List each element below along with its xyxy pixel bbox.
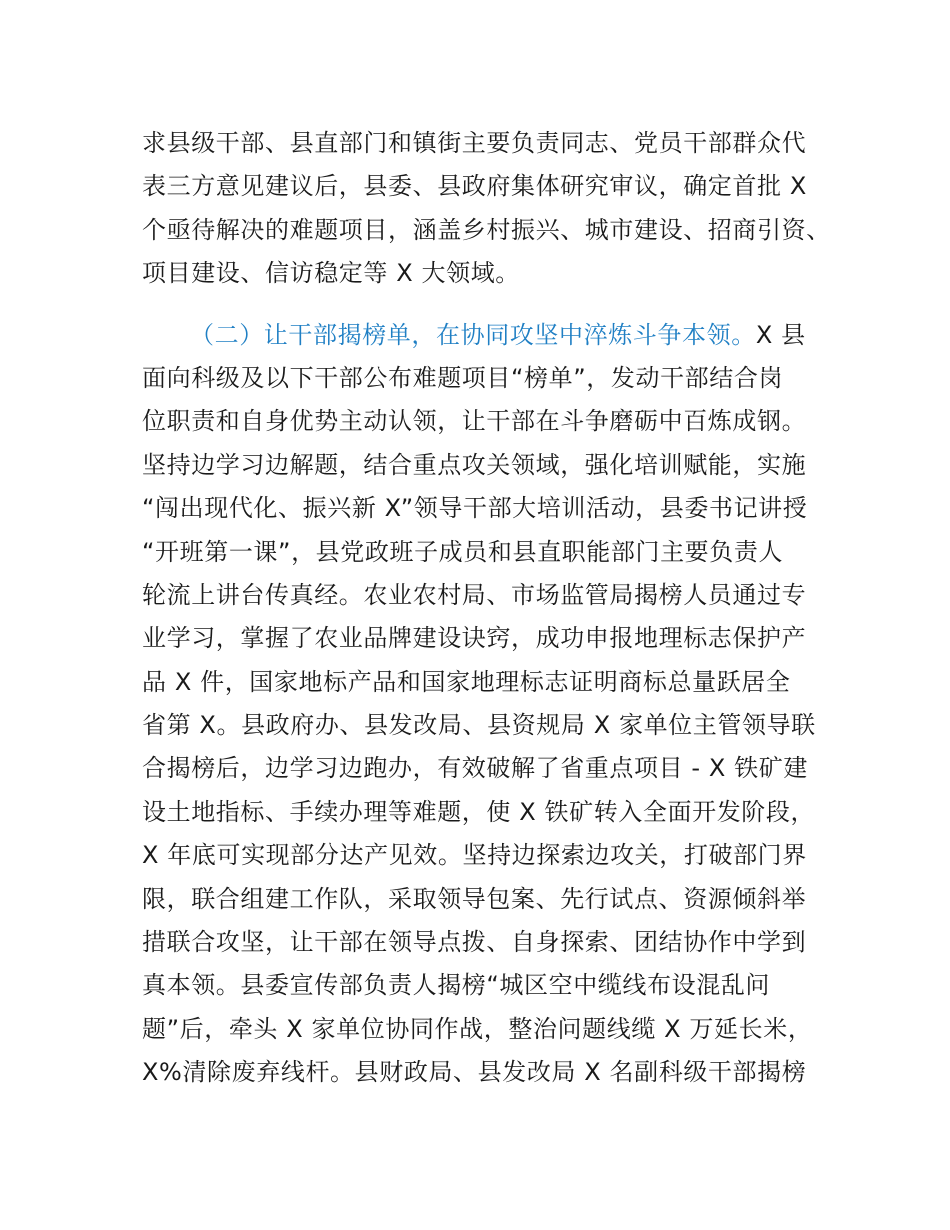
paragraph-2-line: 设土地指标、手续办理等难题，使 X 铁矿转入全面开发阶段， — [142, 797, 816, 826]
paragraph-2-first-line — [142, 314, 822, 357]
paragraph-2-line: 题”后，牵头 X 家单位协同作战，整治问题线缆 X 万延长米， — [142, 1014, 813, 1043]
paragraph-2-line: “开班第一课”，县党政班子成员和县直职能部门主要负责人 — [142, 537, 784, 566]
paragraph-1-line: 求县级干部、县直部门和镇街主要负责同志、党员干部群众代 — [142, 129, 807, 157]
paragraph-spacer — [142, 296, 822, 314]
paragraph-2-line: 面向科级及以下干部公布难题项目“榜单”，发动干部结合岗 — [142, 363, 784, 392]
paragraph-2-line: 省第 X。县政府办、县发改局、县资规局 X 家单位主管领导联 — [142, 711, 816, 740]
paragraph-2-line: 真本领。县委宣传部负责人揭榜“城区空中缆线布设混乱问 — [142, 971, 771, 1000]
paragraph-2-line: 位职责和自身优势主动认领，让干部在斗争磨砺中百炼成钢。 — [142, 407, 807, 436]
paragraph-1-line: 项目建设、信访稳定等 X 大领域。 — [142, 259, 520, 288]
document-body — [142, 122, 831, 1095]
paragraph-2-line: 合揭榜后，边学习边跑办，有效破解了省重点项目 - X 铁矿建 — [142, 754, 808, 783]
paragraph-1-line: 个亟待解决的难题项目，涵盖乡村振兴、城市建设、招商引资、 — [142, 215, 831, 244]
section-heading: （二）让干部揭榜单，在协同攻坚中淬炼斗争本领。 — [190, 320, 756, 349]
paragraph-2-line: 措联合攻坚，让干部在领导点拨、自身探索、团结协作中学到 — [142, 928, 807, 957]
paragraph-1-line: 表三方意见建议后，县委、县政府集体研究审议，确定首批 X — [142, 172, 807, 201]
heading-line-rest: X 县 — [755, 320, 806, 349]
paragraph-2-line: X%清除废弃线杆。县财政局、县发改局 X 名副科级干部揭榜 — [142, 1058, 807, 1087]
paragraph-2-line: 业学习，掌握了农业品牌建设诀窍，成功申报地理标志保护产 — [142, 624, 807, 653]
paragraph-2-line: 限，联合组建工作队，采取领导包案、先行试点、资源倾斜举 — [142, 884, 807, 913]
paragraph-2-line: “闯出现代化、振兴新 X”领导干部大培训活动，县委书记讲授 — [142, 494, 808, 523]
paragraph-2-line: 轮流上讲台传真经。农业农村局、市场监管局揭榜人员通过专 — [142, 580, 807, 609]
paragraph-2-line: X 年底可实现部分达产见效。坚持边探索边攻关，打破部门界 — [142, 841, 807, 870]
paragraph-2-line: 品 X 件，国家地标产品和国家地理标志证明商标总量跃居全 — [142, 667, 791, 696]
paragraph-2-line: 坚持边学习边解题，结合重点攻关领域，强化培训赋能，实施 — [142, 450, 807, 479]
